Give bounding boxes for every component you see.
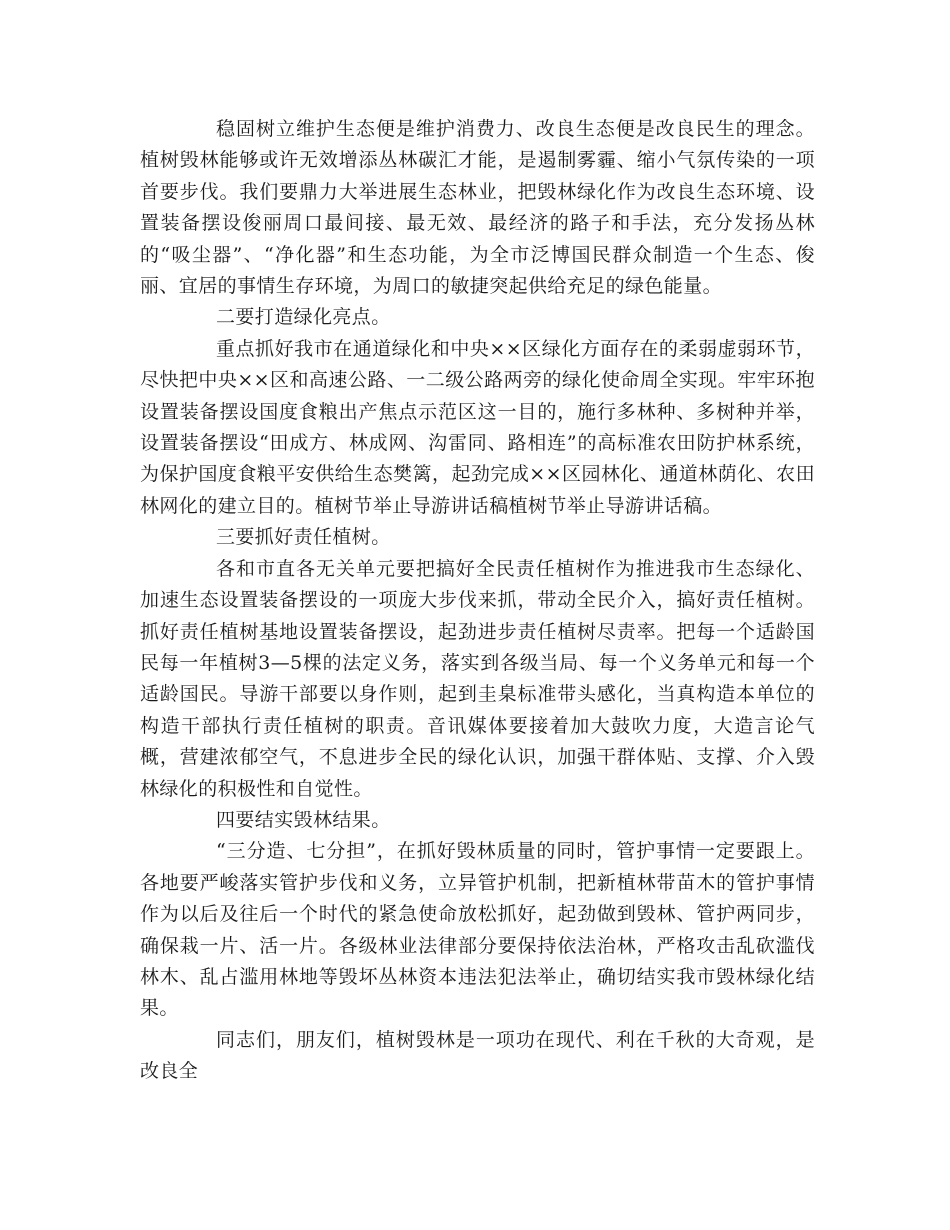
paragraph-greening-highlights: 重点抓好我市在通道绿化和中央××区绿化方面存在的柔弱虚弱环节，尽快把中央××区和高速公路、一二级公路两旁的绿化使命周全实现。牢牢环抱设置装备摆设国度食粮出产焦点示范区这一目的，施行多林种、多树种并举，设置装备摆设“田成方、林成网、沟雷同、路相连”的高标准农田防护林系统，为保护国度食粮平安供给生态樊篱，起劲完成××区园林化、通道林荫化、农田林网化的建立目的。植树节举止导游讲话稿植树节举止导游讲话稿。 xyxy=(140,337,815,517)
document-body xyxy=(140,114,815,1088)
heading-responsibility-planting: 三要抓好责任植树。 xyxy=(216,526,391,549)
paragraph-closing: 同志们，朋友们，植树毁林是一项功在现代、利在千秋的大奇观，是改良全 xyxy=(140,1028,815,1083)
heading-consolidate-results: 四要结实毁林结果。 xyxy=(216,808,391,831)
paragraph-consolidate-results: “三分造、七分担”，在抓好毁林质量的同时，管护事情一定要跟上。各地要严峻落实管护步伐和义务，立异管护机制，把新植林带苗木的管护事情作为以后及往后一个时代的紧急使命放松抓好，起劲做到毁林、管护两同步，确保栽一片、活一片。各级林业法律部分要保持依法治林，严格攻击乱砍滥伐林木、乱占滥用林地等毁坏丛林资本违法犯法举止，确切结实我市毁林绿化结果。 xyxy=(140,840,815,1020)
heading-greening-highlights: 二要打造绿化亮点。 xyxy=(216,306,391,329)
paragraph-responsibility-planting: 各和市直各无关单元要把搞好全民责任植树作为推进我市生态绿化、加速生态设置装备摆设的一项庞大步伐来抓，带动全民介入，搞好责任植树。抓好责任植树基地设置装备摆设，起劲进步责任植树尽责率。把每一个适龄国民每一年植树3—5棵的法定义务，落实到各级当局、每一个义务单元和每一个适龄国民。导游干部要以身作则，起到圭臬标准带头感化，当真构造本单位的构造干部执行责任植树的职责。音讯媒体要接着加大鼓吹力度，大造言论气概，营建浓郁空气，不息进步全民的绿化认识，加强干群体贴、支撑、介入毁林绿化的积极性和自觉性。 xyxy=(140,557,815,800)
paragraph-ecology-concept: 稳固树立维护生态便是维护消费力、改良生态便是改良民生的理念。植树毁林能够或许无效增添丛林碳汇才能，是遏制雾霾、缩小气氛传染的一项首要步伐。我们要鼎力大举进展生态林业，把毁林绿化作为改良生态环境、设置装备摆设俊丽周口最间接、最无效、最经济的路子和手法，充分发扬丛林的“吸尘器”、“净化器”和生态功能，为全市泛博国民群众制造一个生态、俊丽、宜居的事情生存环境，为周口的敏捷突起供给充足的绿色能量。 xyxy=(140,118,815,298)
